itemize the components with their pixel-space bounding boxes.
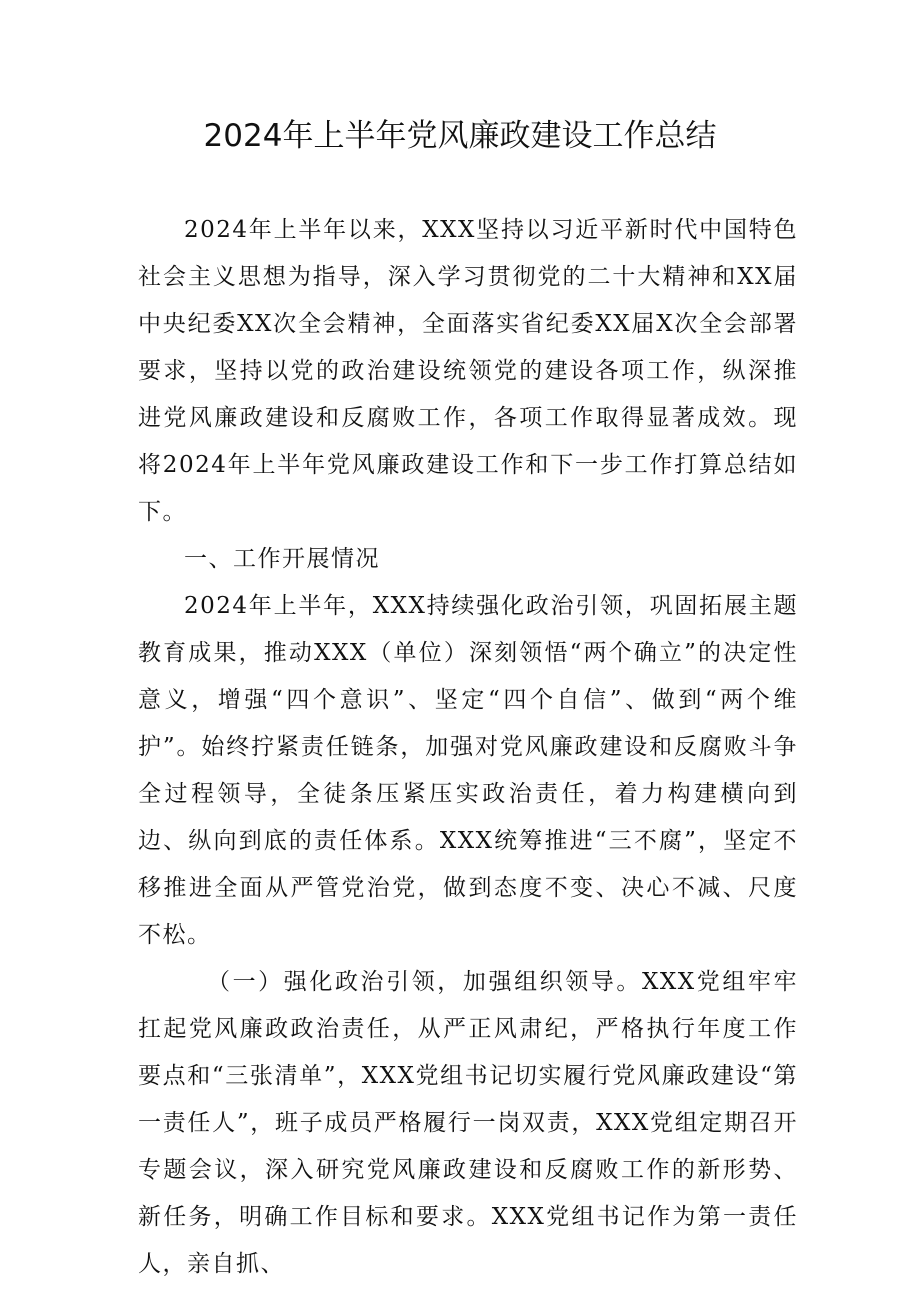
section-heading: 一、工作开展情况 xyxy=(184,546,380,572)
document-body xyxy=(138,207,798,1288)
section-paragraph: 2024年上半年，XXX持续强化政治引领，巩固拓展主题教育成果，推动XXX（单位）深刻领悟“两个确立”的决定性意义，增强“四个意识”、坚定“四个自信”、做到“两个维护”。始终拧紧责任链条，加强对党风廉政建设和反腐败斗争全过程领导，全徒条压紧压实政治责任，着力构建横向到边、纵向到底的责任体系。XXX统筹推进“三不腐”，坚定不移推进全面从严管党治党，做到态度不变、决心不减、尺度不松。 xyxy=(138,593,798,948)
intro-paragraph: 2024年上半年以来，XXX坚持以习近平新时代中国特色社会主义思想为指导，深入学习贯彻党的二十大精神和XX届中央纪委XX次全会精神，全面落实省纪委XX届X次全会部署要求，坚持以党的政治建设统领党的建设各项工作，纵深推进党风廉政建设和反腐败工作，各项工作取得显著成效。现将2024年上半年党风廉政建设工作和下一步工作打算总结如下。 xyxy=(138,217,798,525)
subsection-paragraph: （一）强化政治引领，加强组织领导。XXX党组牢牢扛起党风廉政政治责任，从严正风肃纪，严格执行年度工作要点和“三张清单”，XXX党组书记切实履行党风廉政建设“第一责任人”，班子成员严格履行一岗双责，XXX党组定期召开专题会议，深入研究党风廉政建设和反腐败工作的新形势、新任务，明确工作目标和要求。XXX党组书记作为第一责任人，亲自抓、 xyxy=(138,969,798,1277)
document-title: 2024年上半年党风廉政建设工作总结 xyxy=(203,118,717,154)
